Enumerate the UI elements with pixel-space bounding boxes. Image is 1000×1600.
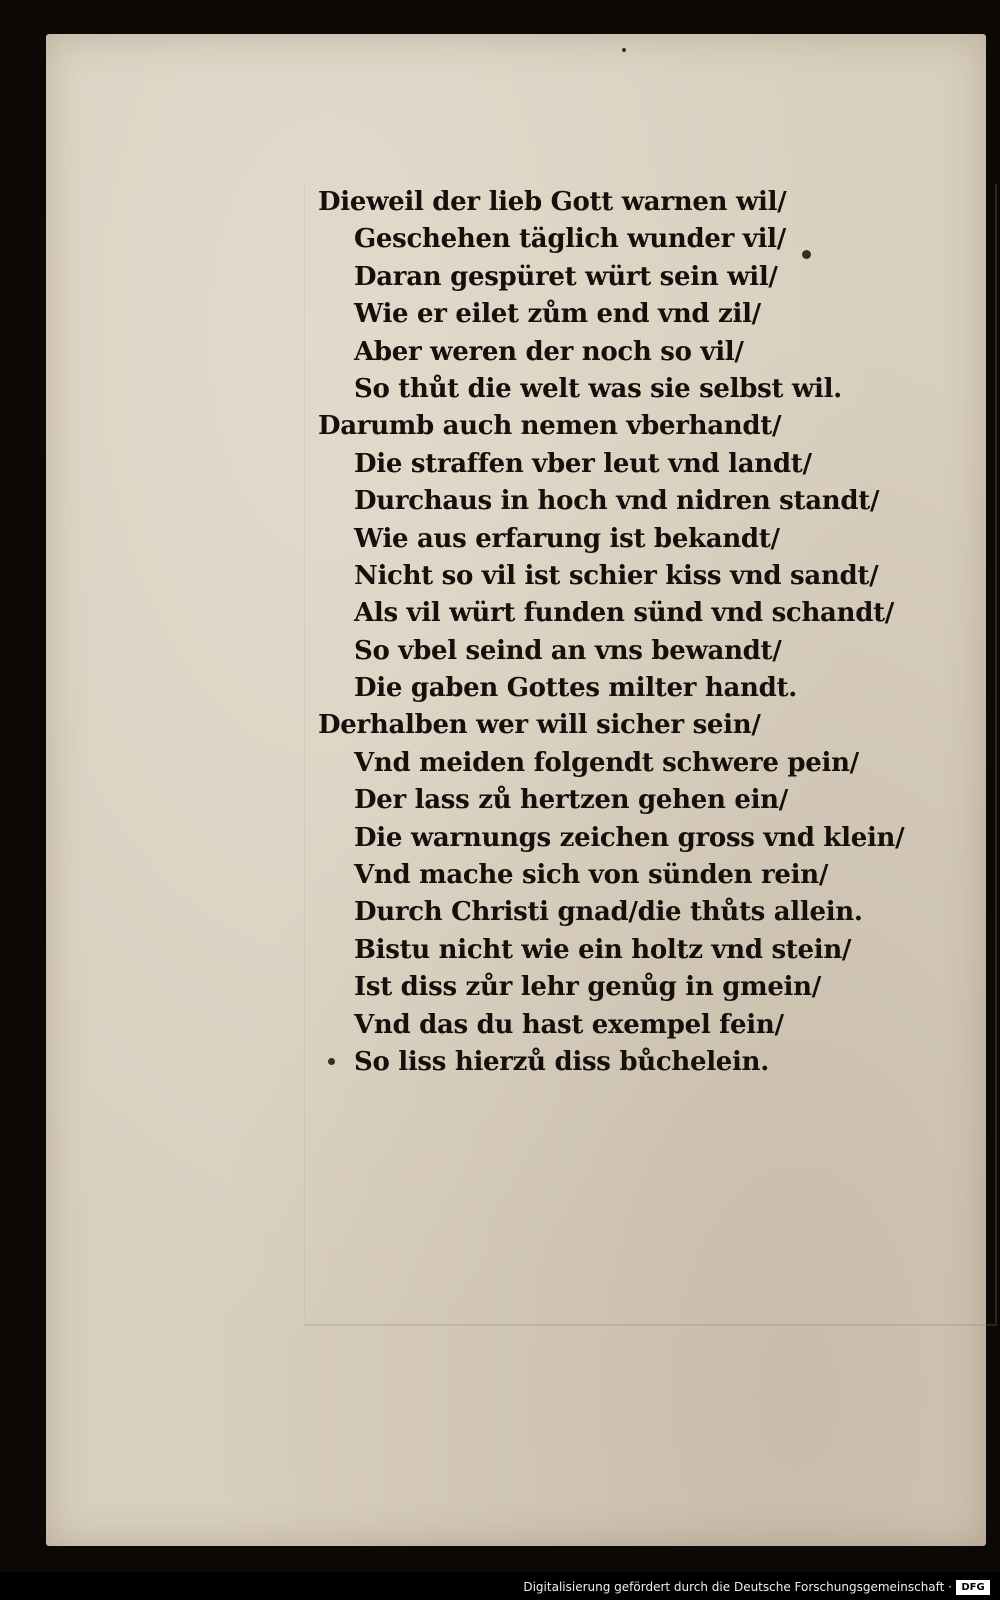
poem-line: Dieweil der lieb Gott warnen wil/ (318, 187, 787, 217)
poem-line: Die straffen vber leut vnd landt/ (354, 448, 812, 479)
poem-line: Wie aus erfarung ist bekandt/ (354, 523, 780, 554)
poem-line: Wie er eilet zům end vnd zil/ (354, 299, 761, 330)
poem-line: Geschehen täglich wunder vil/ (354, 224, 786, 255)
poem-line: Als vil würt funden sünd vnd schandt/ (354, 598, 894, 629)
footer-bar (0, 1572, 1000, 1600)
poem-line: Die gaben Gottes milter handt. (354, 673, 797, 704)
poem-text (318, 184, 958, 1081)
poem-line: Durchaus in hoch vnd nidren standt/ (354, 486, 880, 517)
dfg-logo-icon: DFG (956, 1580, 990, 1595)
poem-line: Vnd das du hast exempel fein/ (354, 1009, 784, 1040)
poem-line: Vnd mache sich von sünden rein/ (354, 860, 829, 891)
digitization-credit: Digitalisierung gefördert durch die Deutsche Forschungsgemeinschaft · (523, 1580, 952, 1594)
ink-speck (622, 48, 626, 52)
poem-line: So liss hierzů diss bůchelein. (354, 1046, 769, 1077)
poem-line: Daran gespüret würt sein wil/ (354, 261, 778, 292)
poem-line: Aber weren der noch so vil/ (354, 336, 744, 367)
poem-line: Der lass zů hertzen gehen ein/ (354, 785, 788, 816)
poem-line: So thůt die welt was sie selbst wil. (354, 373, 842, 404)
poem-line: Vnd meiden folgendt schwere pein/ (354, 747, 859, 778)
poem-line: Ist diss zůr lehr genůg in gmein/ (354, 972, 821, 1003)
poem-line: Durch Christi gnad/die thůts allein. (354, 897, 863, 928)
poem-line: Darumb auch nemen vberhandt/ (318, 411, 782, 442)
poem-line: Nicht so vil ist schier kiss vnd sandt/ (354, 560, 879, 591)
poem-line: Die warnungs zeichen gross vnd klein/ (354, 822, 905, 853)
poem-line: Derhalben wer will sicher sein/ (318, 710, 761, 741)
poem-line: Bistu nicht wie ein holtz vnd stein/ (354, 934, 852, 965)
poem-line: So vbel seind an vns bewandt/ (354, 635, 782, 666)
